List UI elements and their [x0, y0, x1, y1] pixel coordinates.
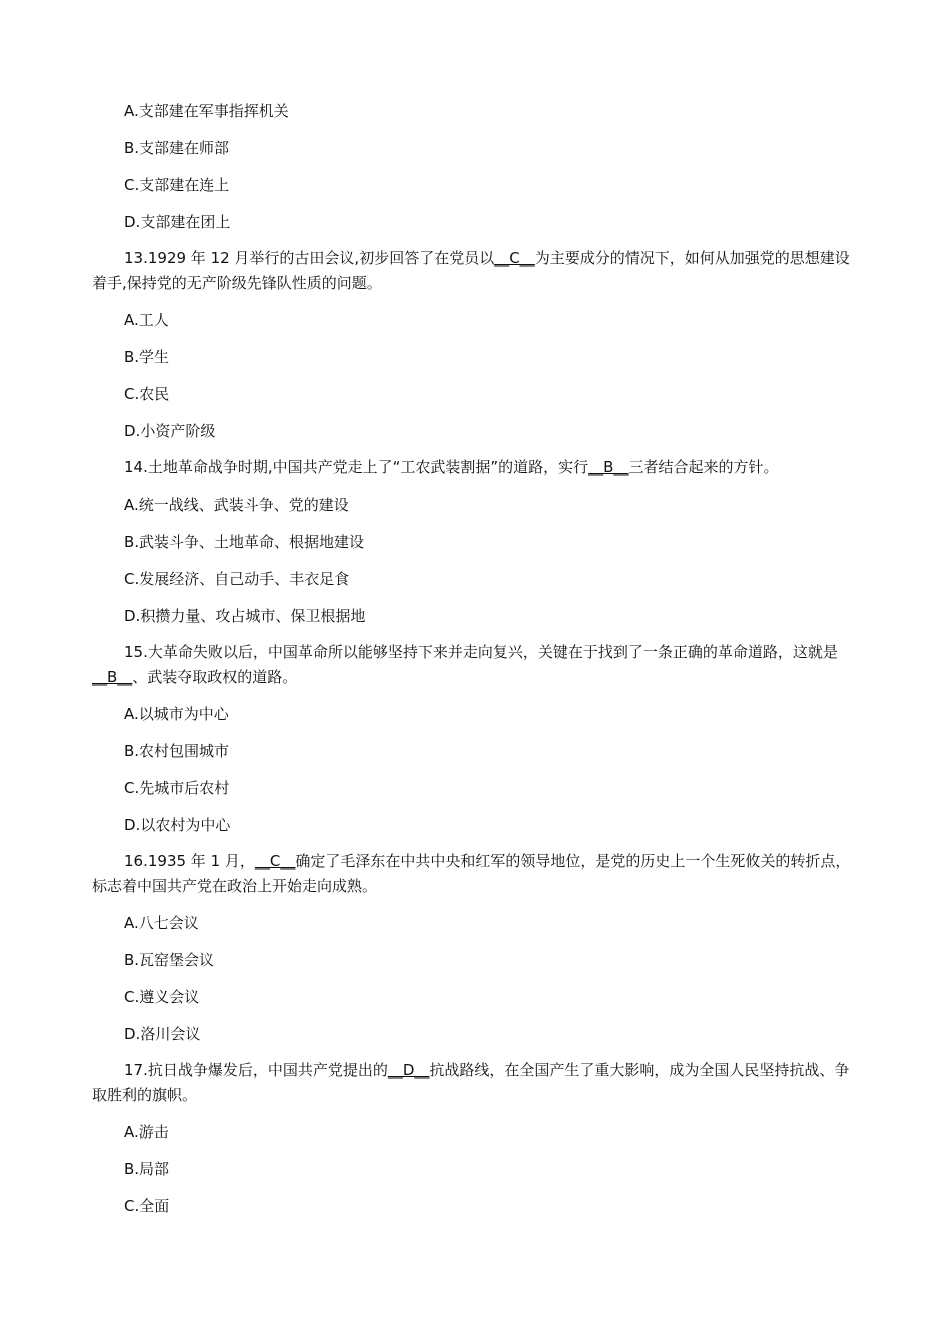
- answer-blank: __B__: [588, 458, 629, 476]
- q17-option-c: C.全面: [124, 1197, 170, 1215]
- q14-option-c: C.发展经济、自己动手、丰衣足食: [124, 570, 350, 588]
- question-14: 14.土地革命战争时期,中国共产党走上了“工农武装割据”的道路，实行__B__三者结合起来的方针。: [124, 458, 779, 476]
- question-15: 15.大革命失败以后，中国革命所以能够坚持下来并走向复兴，关键在于找到了一条正确的革命道路，这就是__B__、武装夺取政权的道路。: [92, 643, 838, 686]
- q12-option-d: D.支部建在团上: [124, 213, 231, 231]
- answer-blank: __C__: [254, 852, 296, 870]
- q13-option-b: B.学生: [124, 348, 170, 366]
- q16-option-c: C.遵义会议: [124, 988, 200, 1006]
- answer-blank: __D__: [387, 1061, 430, 1079]
- q14-option-b: B.武装斗争、土地革命、根据地建设: [124, 533, 365, 551]
- question-16: 16.1935 年 1 月，__C__确定了毛泽东在中共中央和红军的领导地位，是党的历史上一个生死攸关的转折点，标志着中国共产党在政治上开始走向成熟。: [92, 852, 851, 895]
- q15-option-b: B.农村包围城市: [124, 742, 230, 760]
- q16-option-a: A.八七会议: [124, 914, 199, 932]
- q12-option-b: B.支部建在师部: [124, 139, 230, 157]
- q13-option-c: C.农民: [124, 385, 170, 403]
- question-13: 13.1929 年 12 月举行的古田会议,初步回答了在党员以__C__为主要成分的情况下，如何从加强党的思想建设着手,保持党的无产阶级先锋队性质的问题。: [92, 249, 850, 292]
- q13-option-d: D.小资产阶级: [124, 422, 216, 440]
- q15-option-a: A.以城市为中心: [124, 705, 229, 723]
- q15-option-c: C.先城市后农村: [124, 779, 230, 797]
- question-17: 17.抗日战争爆发后，中国共产党提出的__D__抗战路线，在全国产生了重大影响，成为全国人民坚持抗战、争取胜利的旗帜。: [92, 1061, 850, 1104]
- answer-blank: __B__: [92, 668, 133, 686]
- q17-option-a: A.游击: [124, 1123, 169, 1141]
- q12-option-a: A.支部建在军事指挥机关: [124, 102, 289, 120]
- q16-option-b: B.瓦窑堡会议: [124, 951, 215, 969]
- q14-option-d: D.积攒力量、攻占城市、保卫根据地: [124, 607, 366, 625]
- answer-blank: __C__: [494, 249, 535, 267]
- q12-option-c: C.支部建在连上: [124, 176, 230, 194]
- q17-option-b: B.局部: [124, 1160, 170, 1178]
- q16-option-d: D.洛川会议: [124, 1025, 201, 1043]
- q13-option-a: A.工人: [124, 311, 169, 329]
- q14-option-a: A.统一战线、武装斗争、党的建设: [124, 496, 349, 514]
- q15-option-d: D.以农村为中心: [124, 816, 231, 834]
